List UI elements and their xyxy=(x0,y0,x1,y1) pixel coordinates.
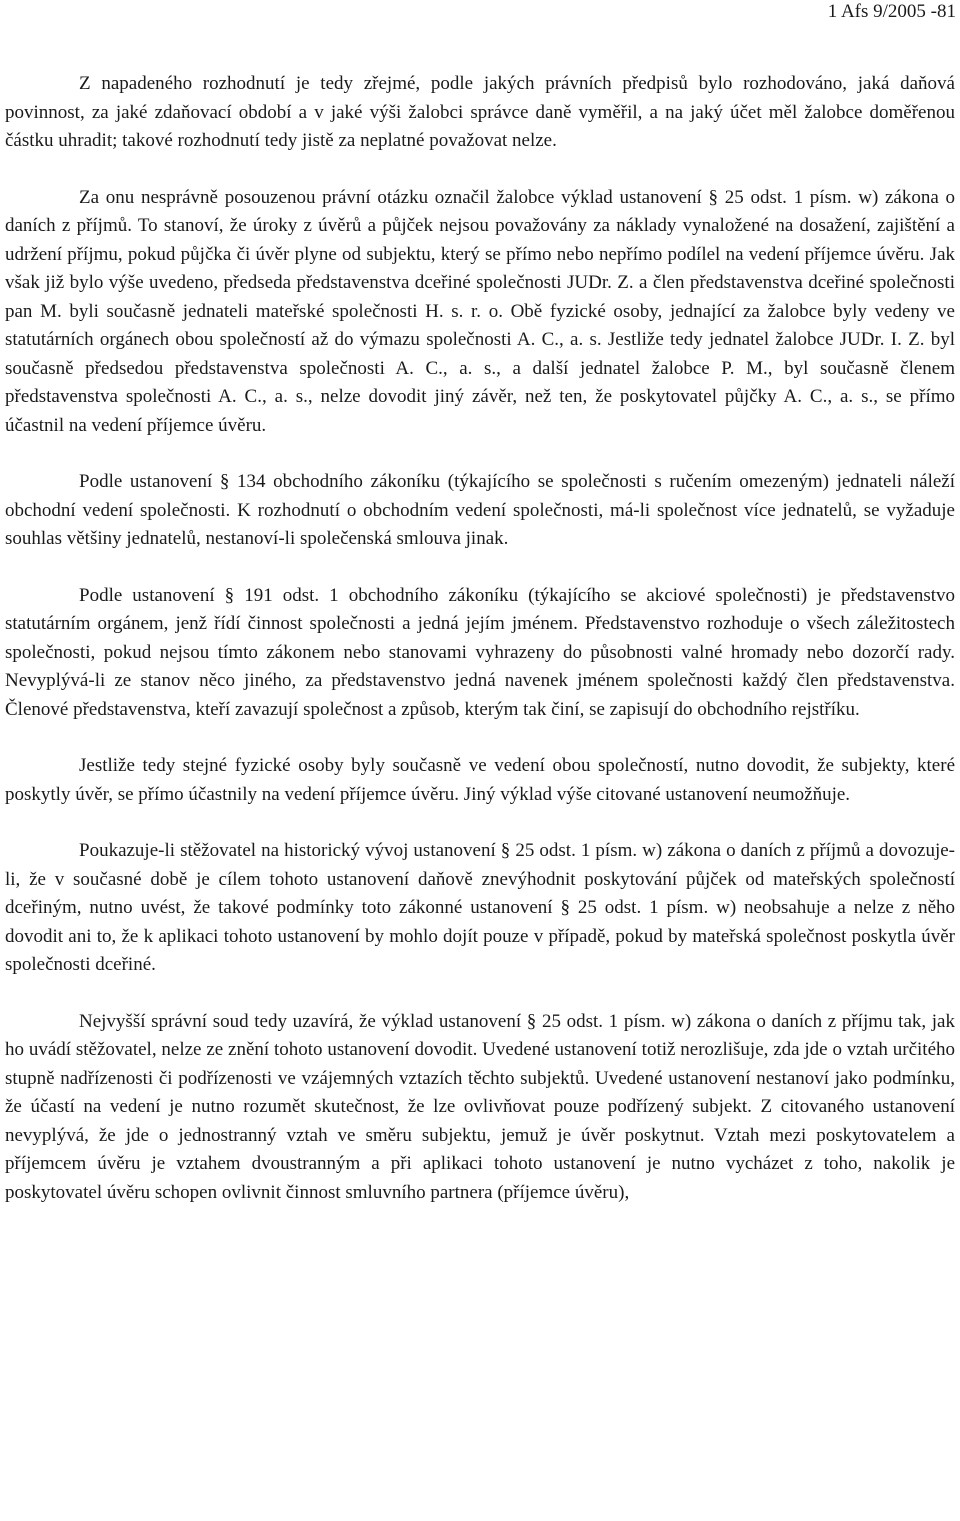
paragraph-6: Poukazuje-li stěžovatel na historický vývoj ustanovení § 25 odst. 1 písm. w) zákona o daních z příjmů a dovozuje-li, že v současné době je cílem tohoto ustanovení daňově znevýhodnit poskytování půjček od mateřských společností dceřiným, nutno uvést, že takové podmínky toto zákonné ustanovení § 25 odst. 1 písm. w) neobsahuje a nelze z něho dovodit ani to, že k aplikaci tohoto ustanovení by mohlo dojít pouze v případě, pokud by mateřská společnost poskytla úvěr společnosti dceřiné. xyxy=(5,840,955,975)
paragraph-5: Jestliže tedy stejné fyzické osoby byly současně ve vedení obou společností, nutno dovodit, že subjekty, které poskytly úvěr, se přímo účastnily na vedení příjemce úvěru. Jiný výklad výše citované ustanovení neumožňuje. xyxy=(5,755,955,805)
page-number: 1 Afs 9/2005 -81 xyxy=(827,1,956,22)
document-body xyxy=(5,70,955,1207)
paragraph-1: Z napadeného rozhodnutí je tedy zřejmé, podle jakých právních předpisů bylo rozhodováno, jaká daňová povinnost, za jaké zdaňovací období a v jaké výši žalobci správce daně vyměřil, a na jaký účet měl žalobce doměřenou částku uhradit; takové rozhodnutí tedy jistě za neplatné považovat nelze. xyxy=(5,73,955,151)
paragraph-7: Nejvyšší správní soud tedy uzavírá, že výklad ustanovení § 25 odst. 1 písm. w) zákona o daních z příjmu tak, jak ho uvádí stěžovatel, nelze ze znění tohoto ustanovení dovodit. Uvedené ustanovení totiž nerozlišuje, zda jde o vztah určitého stupně nadřízenosti či podřízenosti ve vzájemných vztazích těchto subjektů. Uvedené ustanovení nestanoví jako podmínku, že účastí na vedení je nutno rozumět skutečnost, že lze ovlivňovat pouze podřízený subjekt. Z citovaného ustanovení nevyplývá, že jde o jednostranný vztah ve směru subjektu, jemuž je úvěr poskytnut. Vztah mezi poskytovatelem a příjemcem úvěru je vztahem dvoustranným a při aplikaci tohoto ustanovení je nutno vycházet z toho, nakolik je poskytovatel úvěru schopen ovlivnit činnost smluvního partnera (příjemce úvěru), xyxy=(5,1010,955,1203)
paragraph-2: Za onu nesprávně posouzenou právní otázku označil žalobce výklad ustanovení § 25 odst. 1 písm. w) zákona o daních z příjmů. To stanoví, že úroky z úvěrů a půjček nejsou považovány za náklady vynaložené na dosažení, zajištění a udržení příjmu, pokud půjčka či úvěr plyne od subjektu, který se přímo nebo nepřímo podílel na vedení příjemce úvěru. Jak však již bylo výše uvedeno, předseda představenstva dceřiné společnosti JUDr. Z. a člen představenstva dceřiné společnosti pan M. byli současně jednateli mateřské společnosti H. s. r. o. Obě fyzické osoby, jednající za žalobce byly vedeny ve statutárních orgánech obou společností až do výmazu společnosti A. C., a. s. Jestliže tedy jednatel žalobce JUDr. I. Z. byl současně předsedou představenstva společnosti A. C., a. s., a další jednatel žalobce P. M., byl současně členem představenstva společnosti A. C., a. s., nelze dovodit jiný závěr, než ten, že poskytovatel půjčky A. C., a. s., se přímo účastnil na vedení příjemce úvěru. xyxy=(5,186,955,436)
paragraph-4: Podle ustanovení § 191 odst. 1 obchodního zákoníku (týkajícího se akciové společnosti) je představenstvo statutárním orgánem, jenž řídí činnost společnosti a jedná jejím jménem. Představenstvo rozhoduje o všech záležitostech společnosti, pokud nejsou tímto zákonem nebo stanovami vyhrazeny do působnosti valné hromady nebo dozorčí rady. Nevyplývá-li ze stanov něco jiného, za představenstvo jedná navenek jménem společnosti každý člen představenstva. Členové představenstva, kteří zavazují společnost a způsob, kterým tak činí, se zapisují do obchodního rejstříku. xyxy=(5,584,955,720)
paragraph-3: Podle ustanovení § 134 obchodního zákoníku (týkajícího se společnosti s ručením omezeným) jednateli náleží obchodní vedení společnosti. K rozhodnutí o obchodním vedení společnosti, má-li společnost více jednatelů, se vyžaduje souhlas většiny jednatelů, nestanoví-li společenská smlouva jinak. xyxy=(5,471,955,549)
